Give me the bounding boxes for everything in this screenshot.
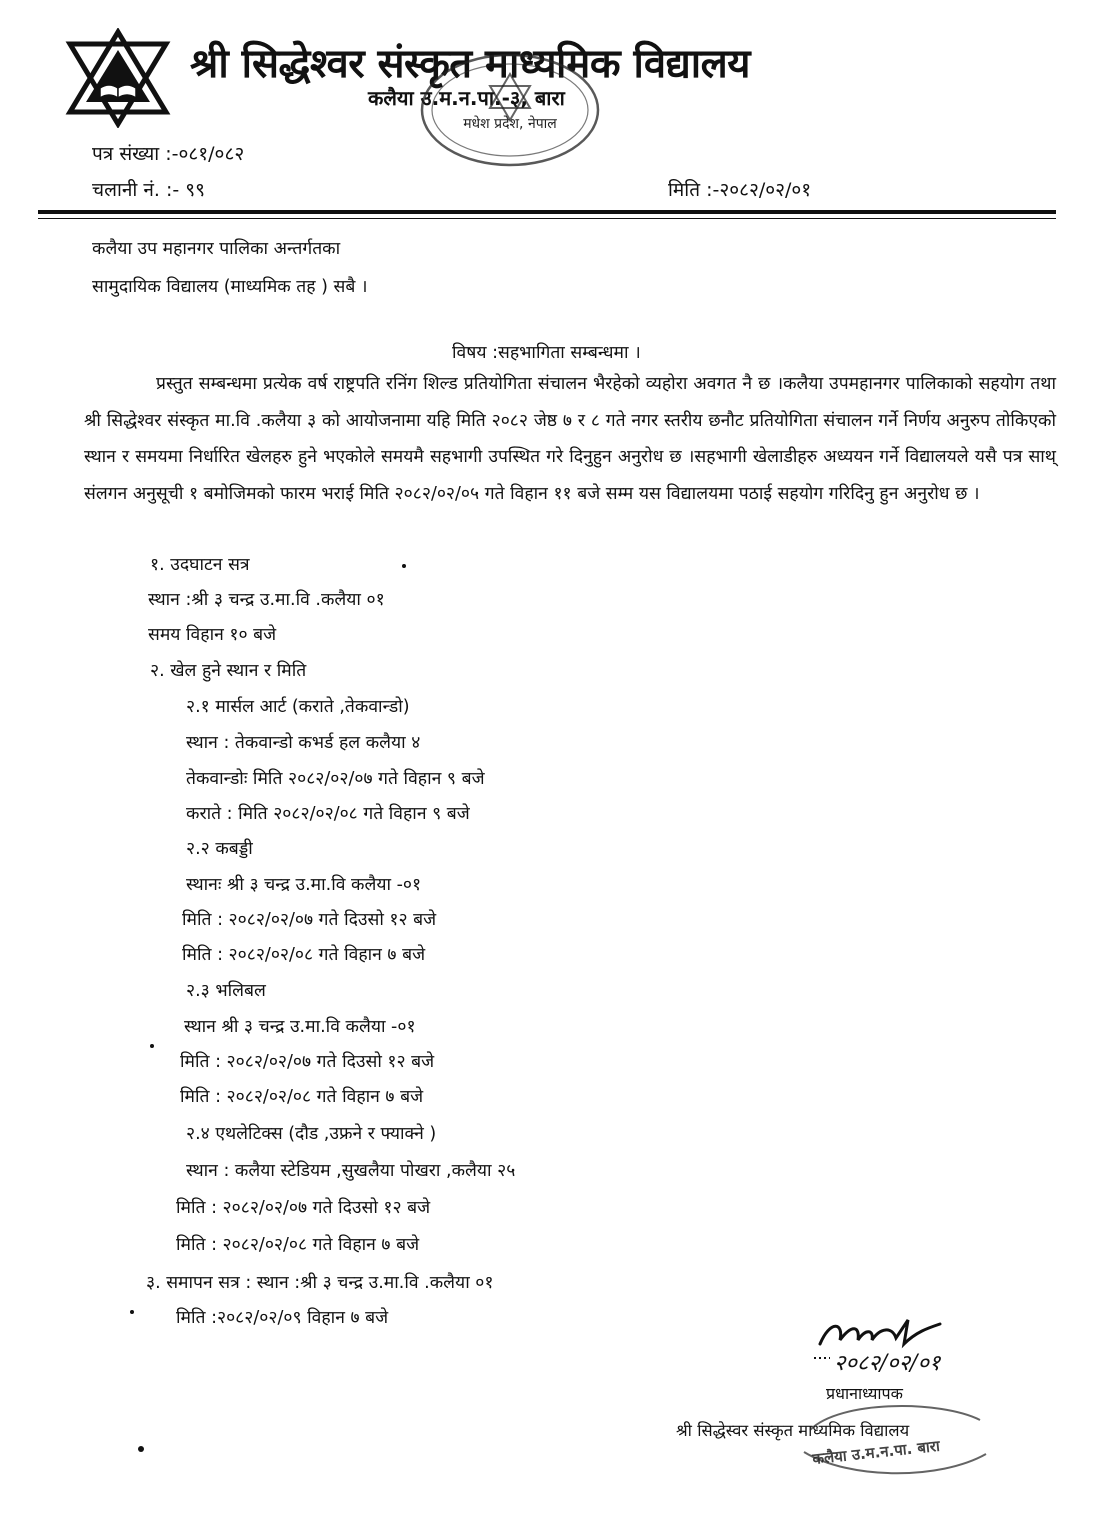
scan-speck <box>130 1310 134 1314</box>
body-paragraph: प्रस्तुत सम्बन्धमा प्रत्येक वर्ष राष्ट्रपति रनिंग शिल्ड प्रतियोगिता संचालन भैरहेको व्यहोरा अवगत नै छ ।कलैया उपमहानगर पालिकाको सहयोग तथा श्री सिद्धेश्वर संस्कृत मा.वि .कलैया ३ को आयोजनामा यहि मिति २०८२ जेष्ठ ७ र ८ गते नगर स्तरीय छनौट प्रतियोगिता संचालन गर्ने निर्णय अनुरुप तोकिएको स्थान र समयमा निर्धारित खेलहरु हुने भएकोले समयमै सहभागी उपस्थित गरे दिनुहुन अनुरोध छ ।सहभागी खेलाडीहरु अध्ययन गर्ने विद्यालयले यसै पत्र साथ् संलगन अनुसूची १ बमोजिमको फारम भराई मिति २०८२/०२/०५ गते विहान ११ बजे सम्म यस विद्यालयमा पठाई सहयोग गरिदिनु हुन अनुरोध छ । <box>84 374 1056 504</box>
closing-session: ३. समापन सत्र : स्थान :श्री ३ चन्द्र उ.मा.वि .कलैया ०१ <box>146 1273 494 1293</box>
schedule-opening-time: समय विहान १० बजे <box>148 625 277 645</box>
scan-speck <box>402 564 406 568</box>
header-divider-thick <box>38 210 1056 214</box>
seal-text: मधेश प्रदेश, नेपाल <box>463 116 557 132</box>
martial-art-title: २.१ मार्सल आर्ट (कराते ,तेकवान्डो) <box>186 697 410 717</box>
scan-speck <box>150 1044 154 1048</box>
letter-date: मिति :-२०८२/०२/०१ <box>668 179 812 201</box>
school-address: कलैया उ.म.न.पा.-३, बारा <box>368 86 565 110</box>
signatory-title: प्रधानाध्यापक <box>826 1384 903 1403</box>
athletics-title: २.४ एथलेटिक्स (दौड ,उफ्रने र फ्याक्ने ) <box>186 1124 437 1144</box>
patra-sankhya: पत्र संख्या :-०८१/०८२ <box>92 143 245 165</box>
athletics-place: स्थान : कलैया स्टेडियम ,सुखलैया पोखरा ,कलैया २५ <box>186 1161 516 1181</box>
school-name: श्री सिद्धेश्वर संस्कृत माध्यमिक विद्यालय <box>190 41 750 87</box>
athletics-date-2: मिति : २०८२/०२/०८ गते विहान ७ बजे <box>176 1235 420 1255</box>
school-seal-stamp <box>415 50 605 170</box>
volleyball-place: स्थान श्री ३ चन्द्र उ.मा.वि कलैया -०१ <box>184 1017 416 1037</box>
recipient-line-2: सामुदायिक विद्यालय (माध्यमिक तह ) सबै । <box>92 277 368 297</box>
volleyball-title: २.३ भलिबल <box>186 981 266 1001</box>
schedule-opening-place: स्थान :श्री ३ चन्द्र उ.मा.वि .कलैया ०१ <box>148 590 385 610</box>
schedule-opening-title: १. उदघाटन सत्र <box>150 555 250 575</box>
taekwondo-date: तेकवान्डोः मिति २०८२/०२/०७ गते विहान ९ बजे <box>186 769 485 789</box>
kabaddi-date-2: मिति : २०८२/०२/०८ गते विहान ७ बजे <box>182 945 426 965</box>
chalani-number: चलानी नं. :- ९९ <box>92 179 206 201</box>
office-stamp <box>790 1380 990 1490</box>
office-stamp-text: कलैया उ.म.न.पा. बारा <box>811 1436 941 1469</box>
subject-line: विषय :सहभागिता सम्बन्धमा । <box>452 343 641 363</box>
volleyball-date-2: मिति : २०८२/०२/०८ गते विहान ७ बजे <box>180 1087 424 1107</box>
signature-date: २०८२/०२/०१ <box>834 1351 941 1376</box>
school-logo-icon <box>62 28 174 128</box>
kabaddi-date-1: मिति : २०८२/०२/०७ गते दिउसो १२ बजे <box>182 910 437 930</box>
kabaddi-place: स्थानः श्री ३ चन्द्र उ.मा.वि कलैया -०१ <box>186 875 422 895</box>
volleyball-date-1: मिति : २०८२/०२/०७ गते दिउसो १२ बजे <box>180 1052 435 1072</box>
signatory-school: श्री सिद्धेस्वर संस्कृत माध्यमिक विद्यालय <box>676 1421 910 1440</box>
scan-speck <box>138 1446 144 1452</box>
martial-art-place: स्थान : तेकवान्डो कभर्ड हल कलैया ४ <box>186 733 421 753</box>
closing-date: मिति :२०८२/०२/०९ विहान ७ बजे <box>176 1308 389 1328</box>
kabaddi-title: २.२ कबड्डी <box>186 839 253 859</box>
karate-date: कराते : मिति २०८२/०२/०८ गते विहान ९ बजे <box>186 804 470 824</box>
recipient-line-1: कलैया उप महानगर पालिका अन्तर्गतका <box>92 239 341 259</box>
athletics-date-1: मिति : २०८२/०२/०७ गते दिउसो १२ बजे <box>176 1198 431 1218</box>
header-divider-thin <box>38 218 1056 219</box>
schedule-games-title: २. खेल हुने स्थान र मिति <box>150 661 307 681</box>
handwritten-signature <box>800 1310 990 1382</box>
